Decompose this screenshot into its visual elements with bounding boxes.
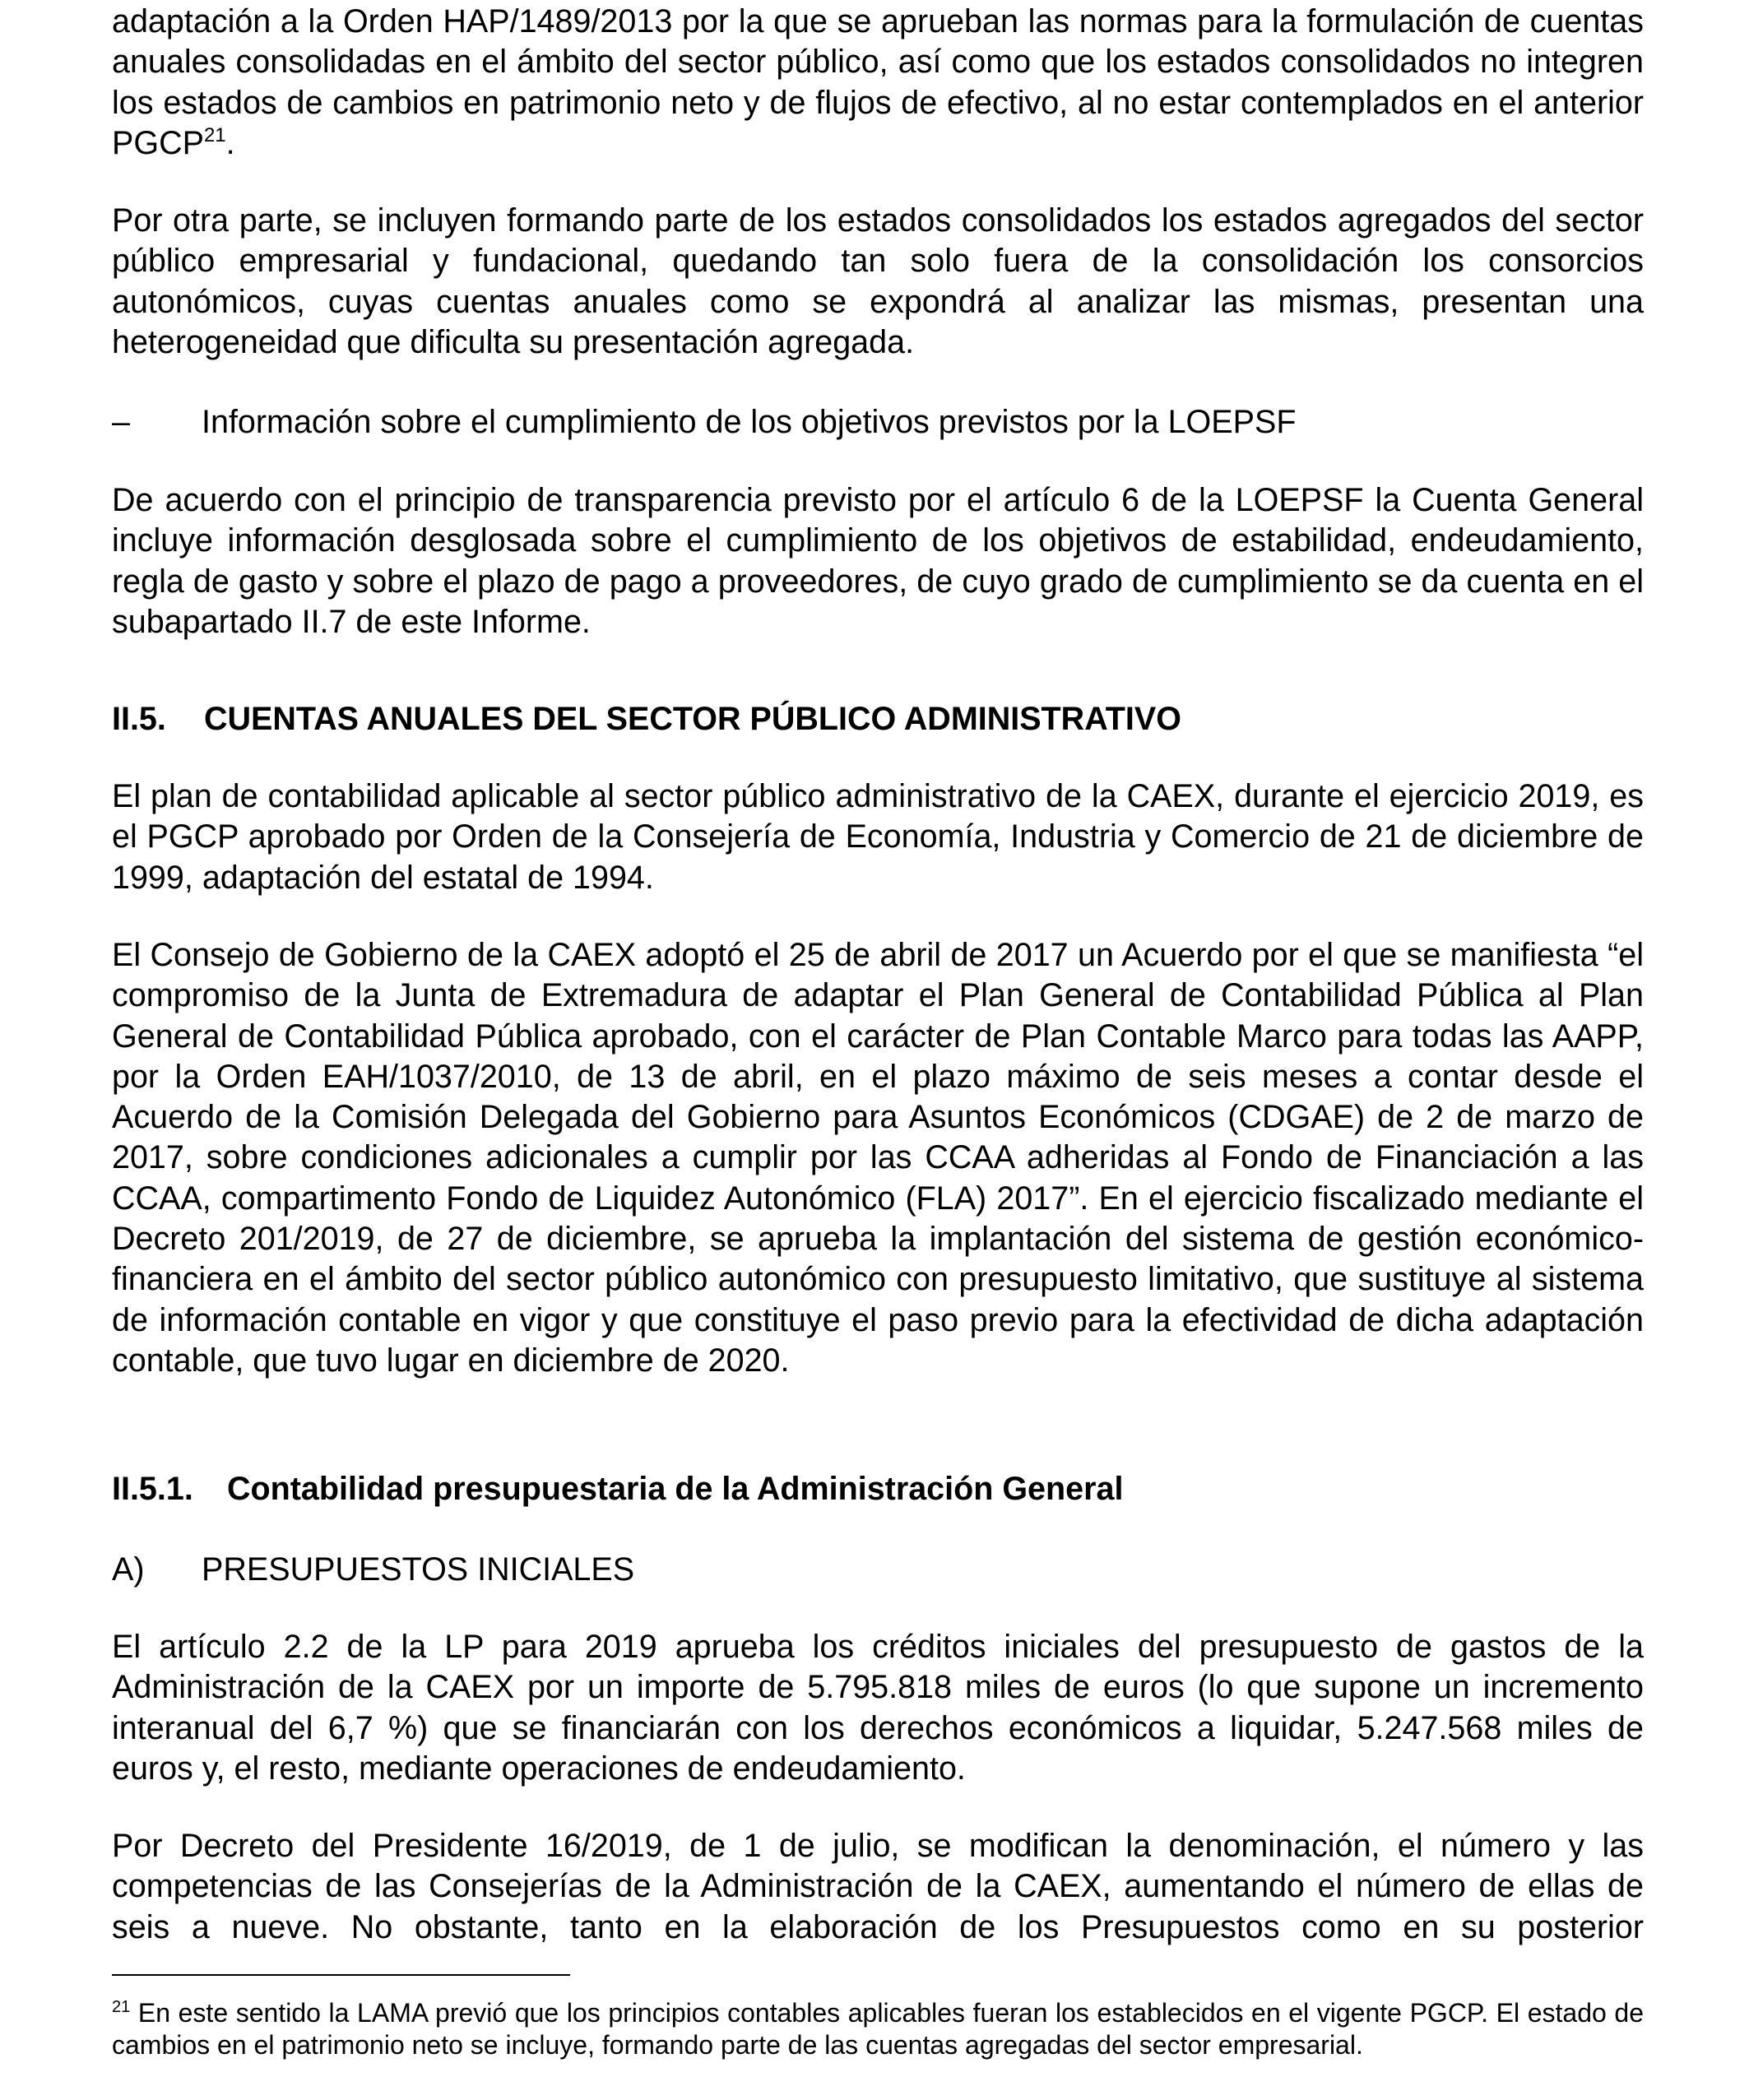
paragraph-council-agreement: El Consejo de Gobierno de la CAEX adoptó el 25 de abril de 2017 un Acuerdo por el que se manifiesta “el compromiso de la Junta de Extremadura de adaptar el Plan General de Contabilidad Pública al Plan General de Contabilidad Pública aprobado, con el carácter de Plan Contable Marco para todas las AAPP, por la Orden EAH/1037/2010, de 13 de abril, en el plazo máximo de seis meses a contar desde el Acuerdo de la Comisión Delegada del Gobierno para Asuntos Económicos (CDGAE) de 2 de marzo de 2017, sobre condiciones adicionales a cumplir por las CCAA adheridas al Fondo de Financiación a las CCAA, compartimento Fondo de Liquidez Autonómico (FLA) 2017”. En el ejercicio fiscalizado mediante el Decreto 201/2019, de 27 de diciembre, se aprueba la implantación del sistema de gestión económico-financiera en el ámbito del sector público autonómico con presupuesto limitativo, que sustituye al sistema de información contable en vigor y que constituye el paso previo para la efectividad de dicha adaptación contable, que tuvo lugar en diciembre de 2020. [112,937,1644,1379]
subsection-letter: A) [112,1551,145,1588]
list-item-text: Información sobre el cumplimiento de los objetivos previstos por la LOEPSF [202,404,1297,440]
paragraph-initial-budget: El artículo 2.2 de la LP para 2019 aprueba los créditos iniciales del presupuesto de gastos de la Administración de la CAEX por un importe de 5.795.818 miles de euros (lo que supone un incremento interanual del 6,7 %) que se financiarán con los derechos económicos a liquidar, 5.247.568 miles de euros y, el resto, mediante operaciones de endeudamiento. [112,1629,1644,1787]
paragraph-end: . [225,124,235,161]
subsection-heading-a [112,1550,634,1590]
paragraph-consolidated-statements: Por otra parte, se incluyen formando parte de los estados consolidados los estados agregados del sector público empresarial y fundacional, quedando tan solo fuera de la consolidación los consorcios autonómicos, cuyas cuentas anuales como se expondrá al analizar las mismas, presentan una heterogeneidad que dificulta su presentación agregada. [112,202,1644,360]
section-title: Contabilidad presupuestaria de la Administración General [227,1471,1124,1507]
section-number: II.5.1. [112,1471,193,1507]
section-heading-ii51 [112,1469,1123,1509]
paragraph-accounting-plan: El plan de contabilidad aplicable al sector público administrativo de la CAEX, durante el ejercicio 2019, es el PGCP aprobado por Orden de la Consejería de Economía, Industria y Comercio de 21 de diciembre de 1999, adaptación del estatal de 1994. [112,778,1644,896]
footnote-separator [112,1974,570,1976]
paragraph-consolidation-adaptation [112,2,1644,164]
section-number: II.5. [112,701,166,737]
dash-marker: – [112,404,130,440]
section-title: CUENTAS ANUALES DEL SECTOR PÚBLICO ADMINISTRATIVO [204,701,1181,737]
footnote-number: 21 [112,1998,131,2016]
section-heading-ii5 [112,699,1181,739]
footnote-reference[interactable]: 21 [203,123,226,146]
subsection-title: PRESUPUESTOS INICIALES [202,1551,635,1588]
paragraph-transparency-principle: De acuerdo con el principio de transparencia previsto por el artículo 6 de la LOEPSF la Cuenta General incluye información desglosada sobre el cumplimiento de los objetivos de estabilidad, endeudamiento, regla de gasto y sobre el plazo de pago a proveedores, de cuyo grado de cumplimiento se da cuenta en el subapartado II.7 de este Informe. [112,482,1644,640]
footnote-text: En este sentido la LAMA previó que los principios contables aplicables fueran los establecidos en el vigente PGCP. El estado de cambios en el patrimonio neto se incluye, formando parte de las cuentas agregadas del sector empresarial. [112,1998,1645,2060]
paragraph-presidential-decree: Por Decreto del Presidente 16/2019, de 1 de julio, se modifican la denominación, el número y las competencias de las Consejerías de la Administración de la CAEX, aumentando el número de ellas de seis a nueve. No obstante, tanto en la elaboración de los Presupuestos como en su posterior [112,1828,1644,1945]
paragraph-text: adaptación a la Orden HAP/1489/2013 por la que se aprueban las normas para la formulación de cuentas anuales consolidadas en el ámbito del sector público, así como que los estados consolidados no integren los estados de cambios en patrimonio neto y de flujos de efectivo, al no estar contemplados en el anterior PGCP [112,3,1644,161]
footnote-21 [112,1997,1644,2061]
